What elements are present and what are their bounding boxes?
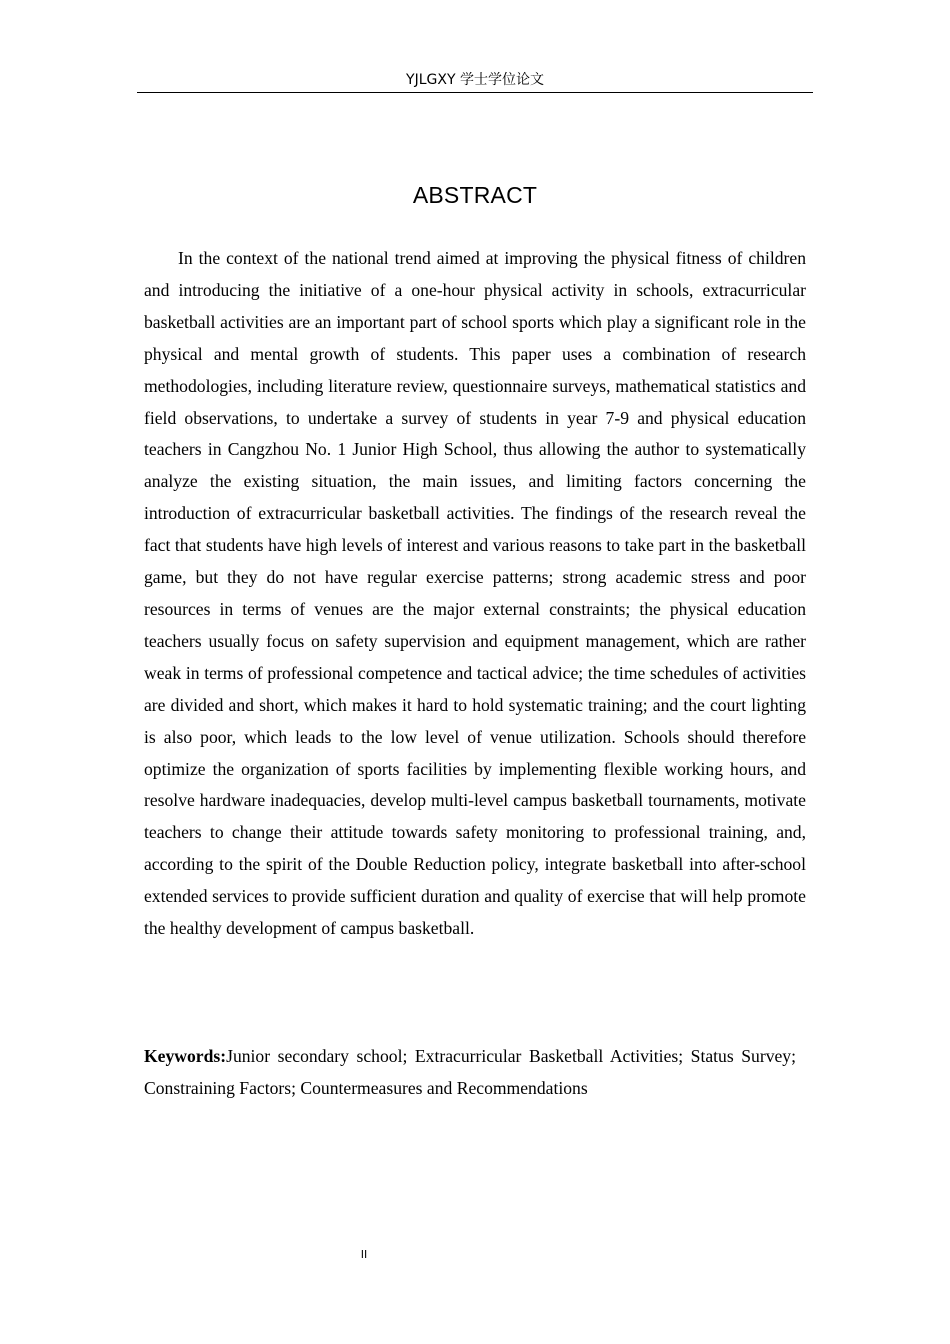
keywords-label: Keywords: [144,1046,227,1066]
abstract-paragraph: In the context of the national trend aimed at improving the physical fitness of children and introducing the initiative of a one-hour physical activity in schools, extracurricular basketball activities are an important part of school sports which play a significant role in the physical and mental growth of students. This paper uses a combination of research methodologies, including literature review, questionnaire surveys, mathematical statistics and field observations, to undertake a survey of students in year 7-9 and physical education teachers in Cangzhou No. 1 Junior High School, thus allowing the author to systematically analyze the existing situation, the main issues, and limiting factors concerning the introduction of extracurricular basketball activities. The findings of the research reveal the fact that students have high levels of interest and various reasons to take part in the basketball game, but they do not have regular exercise patterns; strong academic stress and poor resources in terms of venues are the major external constraints; the physical education teachers usually focus on safety supervision and equipment management, which are rather weak in terms of professional competence and tactical advice; the time schedules of activities are divided and short, which makes it hard to hold systematic training; and the court lighting is also poor, which leads to the low level of venue utilization. Schools should therefore optimize the organization of sports facilities by implementing flexible working hours, and resolve hardware inadequacies, develop multi-level campus basketball tournaments, motivate teachers to change their attitude towards safety monitoring to professional training, and, according to the spirit of the Double Reduction policy, integrate basketball into after-school extended services to provide sufficient duration and quality of exercise that will help promote the healthy development of campus basketball. [144,248,806,939]
page-number: II [360,1248,368,1261]
running-header: YJLGXY 学士学位论文 [406,72,544,88]
keywords-text: Junior secondary school; Extracurricular Basketball Activities; Status Survey; Constraining Factors; Countermeasures and Recommendations [144,1046,796,1098]
keywords-paragraph [144,1041,796,1105]
abstract-heading: ABSTRACT [412,182,538,208]
header-rule [137,92,813,93]
